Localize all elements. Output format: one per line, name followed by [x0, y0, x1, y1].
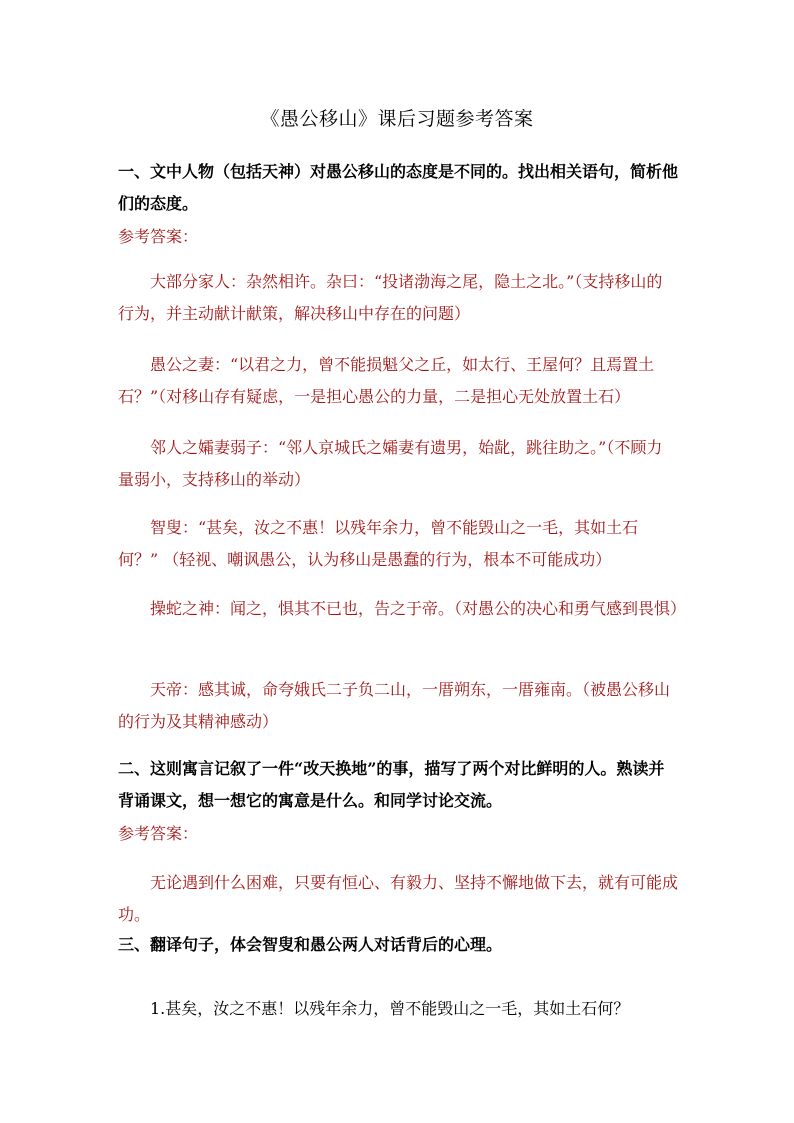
- document-title: 《愚公移山》课后习题参考答案: [260, 108, 534, 130]
- answer-item-snake-god: 操蛇之神：闻之，惧其不已也，告之于帝。（对愚公的决心和勇气感到畏惧）: [150, 599, 687, 618]
- answer-item-neighbor: 邻人之孀妻弱子：“邻人京城氏之孀妻有遗男，始龀，跳往助之。”（不顾力量弱小，支持移山的举动）: [118, 438, 663, 489]
- question-1: 一、文中人物（包括天神）对愚公移山的态度是不同的。找出相关语句，简析他们的态度。: [118, 162, 679, 213]
- answer-label-2: 参考答案：: [118, 824, 199, 843]
- question-3: 三、翻译句子，体会智叟和愚公两人对话背后的心理。: [118, 935, 503, 954]
- answer-label-1: 参考答案：: [118, 227, 199, 246]
- answer-q2: 无论遇到什么困难，只要有恒心、有毅力、坚持不懈地做下去，就有可能成功。: [118, 873, 679, 924]
- answer-item-wife: 愚公之妻：“以君之力，曾不能损魁父之丘，如太行、王屋何？且焉置土石？”（对移山存有疑虑，一是担心愚公的力量，二是担心无处放置土石）: [118, 355, 655, 406]
- question-3-item-1: 1.甚矣，汝之不惠！以残年余力，曾不能毁山之一毛，其如土石何？: [150, 999, 630, 1018]
- answer-item-emperor: 天帝：感其诚，命夸娥氏二子负二山，一厝朔东，一厝雍南。（被愚公移山的行为及其精神感动）: [118, 680, 671, 731]
- question-2: 二、这则寓言记叙了一件“改天换地”的事，描写了两个对比鲜明的人。熟读并背诵课文，想一想它的寓意是什么。和同学讨论交流。: [118, 759, 665, 810]
- answer-item-family: 大部分家人：杂然相许。杂曰：“投诸渤海之尾，隐土之北。”（支持移山的行为，并主动献计献策，解决移山中存在的问题）: [118, 272, 663, 323]
- answer-item-zhisou: 智叟：“甚矣，汝之不惠！以残年余力，曾不能毁山之一毛，其如土石何？” （轻视、嘲讽愚公，认为移山是愚蠢的行为，根本不可能成功）: [118, 518, 639, 569]
